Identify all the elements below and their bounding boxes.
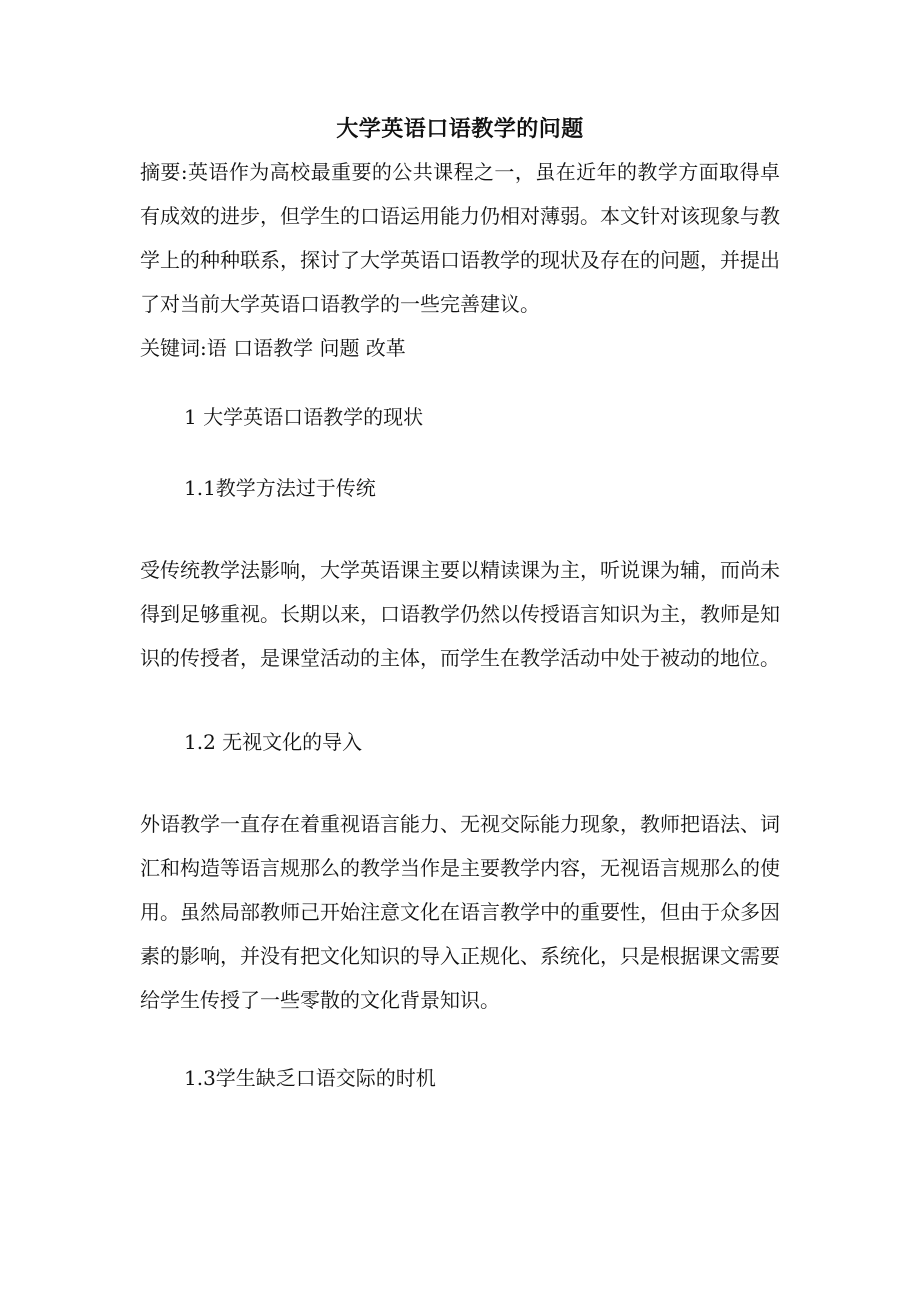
abstract-paragraph: 摘要:英语作为高校最重要的公共课程之一，虽在近年的教学方面取得卓有成效的进步，但学生的口语运用能力仍相对薄弱。本文针对该现象与教学上的种种联系，探讨了大学英语口语教学的现状及存在的问题，并提出了对当前大学英语口语教学的一些完善建议。 <box>140 160 780 316</box>
section-1-2-body: 外语教学一直存在着重视语言能力、无视交际能力现象，教师把语法、词汇和构造等语言规那么的教学当作是主要教学内容，无视语言规那么的使用。虽然局部教师己开始注意文化在语言教学中的重要性，但由于众多因素的影响，并没有把文化知识的导入正规化、系统化，只是根据课文需要给学生传授了一些零散的文化背景知识。 <box>140 812 780 1012</box>
document-title: 大学英语口语教学的问题 <box>336 116 584 142</box>
section-1-3-heading: 1.3学生缺乏口语交际的时机 <box>184 1066 436 1090</box>
section-1-heading: 1 大学英语口语教学的现状 <box>184 405 424 429</box>
section-1-2-heading: 1.2 无视文化的导入 <box>184 730 363 754</box>
section-1-1-body: 受传统教学法影响，大学英语课主要以精读课为主，听说课为辅，而尚未得到足够重视。长期以来，口语教学仍然以传授语言知识为主，教师是知识的传授者，是课堂活动的主体，而学生在教学活动中处于被动的地位。 <box>140 558 780 670</box>
keywords-line: 关键词:语 口语教学 问题 改革 <box>140 336 406 360</box>
section-1-1-heading: 1.1教学方法过于传统 <box>184 476 376 500</box>
